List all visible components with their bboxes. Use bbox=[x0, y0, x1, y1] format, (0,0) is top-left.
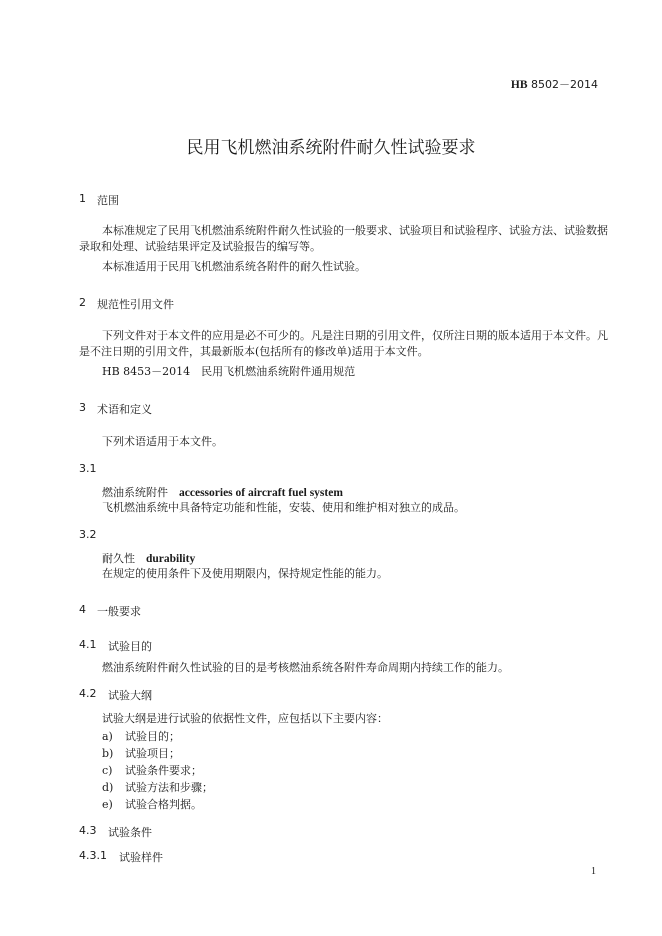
list-item-mark: a) bbox=[102, 730, 113, 743]
section-4-3-heading: 试验条件 bbox=[108, 826, 152, 839]
section-1-paragraph-2: 本标准适用于民用飞机燃油系统各附件的耐久性试验。 bbox=[102, 260, 366, 273]
section-1-paragraph-1: 本标准规定了民用飞机燃油系统附件耐久性试验的一般要求、试验项目和试验程序、试验方法、试验数据录取和处理、试验结果评定及试验报告的编写等。 bbox=[79, 224, 608, 253]
list-item-mark: d) bbox=[102, 781, 114, 794]
section-4-number: 4 bbox=[79, 603, 86, 616]
section-3-intro: 下列术语适用于本文件。 bbox=[102, 435, 223, 448]
term-3-1-number: 3.1 bbox=[79, 462, 97, 475]
section-4-heading: 一般要求 bbox=[97, 605, 141, 618]
term-3-2-title: 耐久性 durability bbox=[102, 552, 196, 565]
section-2-heading: 规范性引用文件 bbox=[97, 298, 174, 311]
term-3-2-definition: 在规定的使用条件下及使用期限内，保持规定性能的能力。 bbox=[102, 567, 388, 580]
term-3-1-title: 燃油系统附件 accessories of aircraft fuel system bbox=[102, 486, 343, 499]
normative-reference: HB 8453－2014 民用飞机燃油系统附件通用规范 bbox=[102, 365, 356, 378]
section-4-3-number: 4.3 bbox=[79, 824, 97, 837]
section-4-1-heading: 试验目的 bbox=[108, 640, 152, 653]
term-3-2-number: 3.2 bbox=[79, 528, 97, 541]
document-title: 民用飞机燃油系统附件耐久性试验要求 bbox=[186, 138, 476, 158]
section-4-3-1-number: 4.3.1 bbox=[79, 849, 107, 862]
section-4-1-number: 4.1 bbox=[79, 638, 97, 651]
list-item-text: 试验目的； bbox=[125, 730, 180, 743]
page-number: 1 bbox=[591, 866, 596, 877]
section-4-1-text: 燃油系统附件耐久性试验的目的是考核燃油系统各附件寿命周期内持续工作的能力。 bbox=[102, 661, 509, 674]
section-4-2-number: 4.2 bbox=[79, 687, 97, 700]
section-1-heading: 范围 bbox=[97, 194, 119, 207]
list-item-text: 试验方法和步骤； bbox=[125, 781, 213, 794]
section-1-number: 1 bbox=[79, 192, 86, 205]
section-4-3-1-heading: 试验样件 bbox=[119, 851, 163, 864]
term-3-1-definition: 飞机燃油系统中具备特定功能和性能，安装、使用和维护相对独立的成品。 bbox=[102, 501, 465, 514]
section-4-2-heading: 试验大纲 bbox=[108, 689, 152, 702]
section-4-2-text: 试验大纲是进行试验的依据性文件，应包括以下主要内容： bbox=[102, 712, 388, 725]
list-item-mark: e) bbox=[102, 798, 113, 811]
list-item-text: 试验条件要求； bbox=[125, 764, 202, 777]
list-item-mark: c) bbox=[102, 764, 113, 777]
section-3-heading: 术语和定义 bbox=[97, 403, 152, 416]
list-item-mark: b) bbox=[102, 747, 114, 760]
list-item-text: 试验项目； bbox=[125, 747, 180, 760]
section-2-number: 2 bbox=[79, 296, 86, 309]
section-3-number: 3 bbox=[79, 401, 86, 414]
list-item-text: 试验合格判据。 bbox=[125, 798, 202, 811]
section-2-paragraph: 下列文件对于本文件的应用是必不可少的。凡是注日期的引用文件，仅所注日期的版本适用于本文件。凡是不注日期的引用文件，其最新版本(包括所有的修改单)适用于本文件。 bbox=[79, 329, 608, 358]
standard-number: HB 8502－2014 bbox=[510, 78, 598, 91]
